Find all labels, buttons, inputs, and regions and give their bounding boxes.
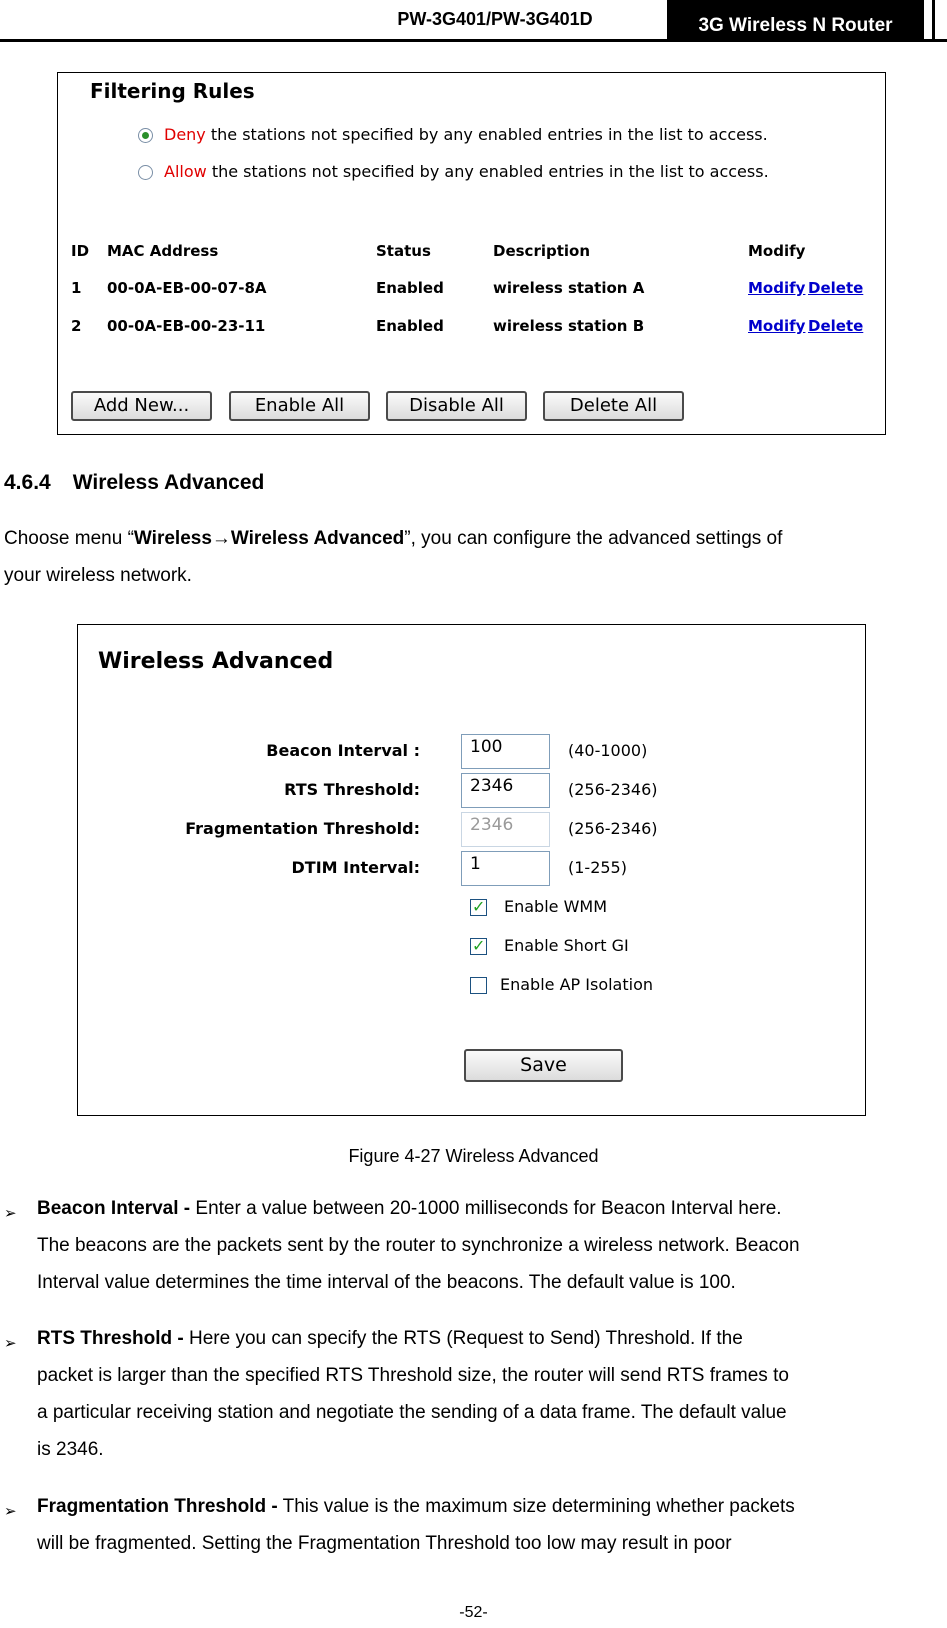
add-new-button[interactable]: Add New... [71, 391, 212, 421]
row-1-description: wireless station A [493, 279, 645, 297]
bullet-term: RTS Threshold - [37, 1328, 184, 1349]
beacon-interval-label: Beacon Interval : [266, 741, 420, 760]
row-1-id: 1 [71, 279, 82, 297]
header-rule [0, 39, 947, 42]
enable-short-gi-label: Enable Short GI [504, 936, 629, 955]
row-1-status: Enabled [376, 279, 444, 297]
bullet-line: The beacons are the packets sent by the router to synchronize a wireless network. Beacon [37, 1235, 800, 1256]
intro-suffix: ”, you can configure the advanced settings of [404, 528, 783, 549]
rts-threshold-range: (256-2346) [568, 780, 658, 799]
bullet-line: Enter a value between 20-1000 milliseconds for Beacon Interval here. [195, 1198, 782, 1219]
deny-rule-text [164, 125, 768, 144]
row-1-mac: 00-0A-EB-00-07-8A [107, 279, 267, 297]
bullet-arrow-icon: ➢ [4, 1335, 17, 1352]
bullet-fragmentation-threshold [37, 1488, 911, 1562]
wireless-advanced-title: Wireless Advanced [98, 649, 334, 674]
col-header-status: Status [376, 242, 431, 260]
bullet-line: Here you can specify the RTS (Request to Send) Threshold. If the [189, 1328, 743, 1349]
figure-caption: Figure 4-27 Wireless Advanced [348, 1146, 599, 1166]
delete-all-button[interactable]: Delete All [543, 391, 684, 421]
dtim-interval-label: DTIM Interval: [291, 858, 420, 877]
enable-wmm-checkbox[interactable] [470, 899, 487, 916]
deny-radio[interactable] [138, 128, 153, 143]
intro-line2: your wireless network. [4, 565, 192, 586]
row-2-status: Enabled [376, 317, 444, 335]
bullet-line: Interval value determines the time interval of the beacons. The default value is 100. [37, 1272, 736, 1293]
section-number: 4.6.4 [4, 471, 51, 494]
menu-path: Wireless→Wireless Advanced [133, 528, 405, 549]
rts-threshold-label: RTS Threshold: [284, 780, 420, 799]
enable-all-button[interactable]: Enable All [229, 391, 370, 421]
bullet-beacon-interval [37, 1190, 911, 1301]
rts-threshold-input[interactable]: 2346 [461, 773, 550, 808]
row-1-delete-link[interactable]: Delete [808, 279, 864, 297]
row-2-description: wireless station B [493, 317, 645, 335]
bullet-arrow-icon: ➢ [4, 1503, 17, 1520]
enable-ap-isolation-checkbox[interactable] [470, 977, 487, 994]
page-number: -52- [459, 1604, 488, 1621]
wireless-advanced-panel [77, 624, 866, 1116]
enable-wmm-label: Enable WMM [504, 897, 608, 916]
col-header-id: ID [71, 242, 90, 260]
fragmentation-threshold-label: Fragmentation Threshold: [185, 819, 420, 838]
section-heading [4, 471, 264, 495]
allow-rule-text [164, 162, 769, 181]
allow-description: the stations not specified by any enabled entries in the list to access. [211, 162, 769, 181]
intro-prefix: Choose menu “ [4, 528, 134, 549]
row-2-modify-link[interactable]: Modify [748, 317, 806, 335]
beacon-interval-input[interactable]: 100 [461, 734, 550, 769]
header-model: PW-3G401/PW-3G401D [397, 9, 593, 29]
allow-radio[interactable] [138, 165, 153, 180]
header-divider [932, 0, 935, 42]
filtering-rules-title: Filtering Rules [90, 79, 255, 103]
enable-short-gi-checkbox[interactable] [470, 938, 487, 955]
dtim-interval-input[interactable]: 1 [461, 851, 550, 886]
enable-ap-isolation-label: Enable AP Isolation [500, 975, 654, 994]
intro-paragraph [4, 520, 914, 594]
row-1-modify-link[interactable]: Modify [748, 279, 806, 297]
dtim-interval-range: (1-255) [568, 858, 627, 877]
section-title: Wireless Advanced [72, 471, 265, 494]
save-button[interactable]: Save [464, 1049, 623, 1082]
bullet-line: a particular receiving station and negotiate the sending of a data frame. The default value [37, 1402, 787, 1423]
disable-all-button[interactable]: Disable All [386, 391, 527, 421]
allow-keyword: Allow [164, 162, 207, 181]
bullet-term: Fragmentation Threshold - [37, 1496, 278, 1517]
bullet-rts-threshold [37, 1320, 911, 1468]
deny-keyword: Deny [164, 125, 206, 144]
row-2-mac: 00-0A-EB-00-23-11 [107, 317, 266, 335]
col-header-description: Description [493, 242, 591, 260]
fragmentation-threshold-range: (256-2346) [568, 819, 658, 838]
bullet-line: packet is larger than the specified RTS Threshold size, the router will send RTS frames to [37, 1365, 789, 1386]
beacon-interval-range: (40-1000) [568, 741, 648, 760]
bullet-line: will be fragmented. Setting the Fragmentation Threshold too low may result in poor [37, 1533, 732, 1554]
bullet-line: This value is the maximum size determining whether packets [282, 1496, 795, 1517]
bullet-arrow-icon: ➢ [4, 1205, 17, 1222]
bullet-line: is 2346. [37, 1439, 104, 1460]
row-2-delete-link[interactable]: Delete [808, 317, 864, 335]
header-product: 3G Wireless N Router [667, 0, 924, 42]
filtering-rules-panel [57, 72, 886, 435]
fragmentation-threshold-input[interactable]: 2346 [461, 812, 550, 847]
col-header-mac: MAC Address [107, 242, 219, 260]
row-2-id: 2 [71, 317, 82, 335]
bullet-term: Beacon Interval - [37, 1198, 191, 1219]
col-header-modify: Modify [748, 242, 806, 260]
deny-description: the stations not specified by any enabled entries in the list to access. [210, 125, 768, 144]
